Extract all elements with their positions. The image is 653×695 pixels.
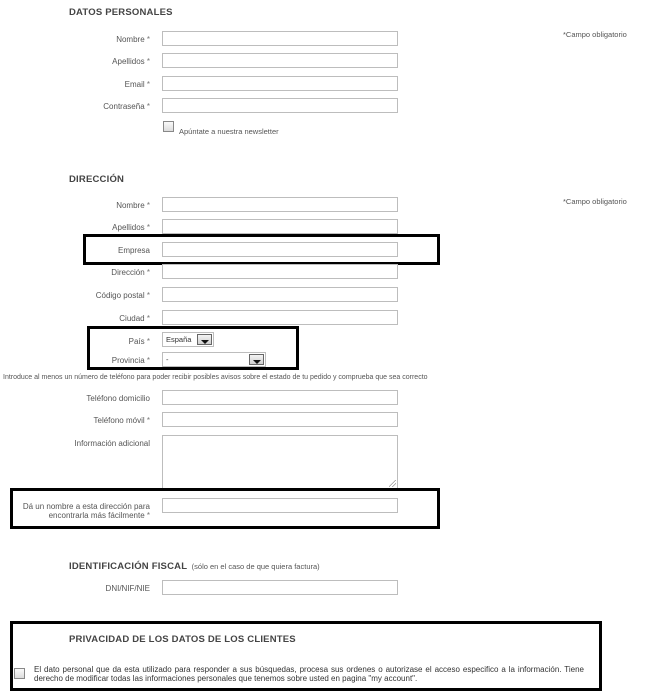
address-section-title: DIRECCIÓN (69, 174, 125, 185)
personal-section-title: DATOS PERSONALES (69, 7, 173, 18)
addr-nombre-input[interactable] (162, 197, 398, 212)
fiscal-subtitle: (sólo en el caso de que quiera factura) (191, 562, 320, 571)
label-info-adicional: Información adicional (74, 439, 150, 448)
required-mark: * (146, 35, 150, 44)
info-adicional-textarea[interactable] (162, 435, 398, 489)
required-mark: * (146, 80, 150, 89)
password-input[interactable] (162, 98, 398, 113)
pais-select-value: España (166, 335, 192, 344)
chevron-down-icon[interactable] (197, 334, 212, 345)
required-mark: * (146, 337, 150, 346)
label-alias (10, 502, 150, 520)
privacy-checkbox[interactable] (14, 668, 25, 679)
resize-grip-icon[interactable] (389, 480, 396, 487)
label-pais (10, 337, 150, 346)
chevron-down-icon[interactable] (249, 354, 264, 365)
label-text: Teléfono móvil (93, 416, 145, 425)
tel-domicilio-input[interactable] (162, 390, 398, 405)
required-mark: * (146, 314, 150, 323)
required-mark: * (146, 102, 150, 111)
privacy-text: El dato personal que da esta utilizado para responder a sus búsquedas, procesa sus ordenes o autorizase el acceso especifico a la información. Tiene derecho de modificar todas las informaciones personales que tenemos sobre usted en pagina "my account". (34, 665, 584, 683)
dni-input[interactable] (162, 580, 398, 595)
alias-input[interactable] (162, 498, 398, 513)
label-provincia (10, 356, 150, 365)
label-password (10, 102, 150, 111)
pais-select[interactable] (162, 332, 214, 347)
label-text: Código postal (95, 291, 145, 300)
privacy-title: PRIVACIDAD DE LOS DATOS DE LOS CLIENTES (69, 634, 296, 645)
label-direccion (10, 268, 150, 277)
label-text: Contraseña (103, 102, 145, 111)
label-tel-movil (10, 416, 150, 425)
required-note: *Campo obligatorio (563, 197, 627, 206)
label-nombre (10, 35, 150, 44)
required-mark: * (146, 223, 150, 232)
label-empresa: Empresa (117, 246, 150, 255)
newsletter-checkbox[interactable] (163, 121, 174, 132)
tel-movil-input[interactable] (162, 412, 398, 427)
newsletter-label: Apúntate a nuestra newsletter (179, 127, 279, 136)
required-note: *Campo obligatorio (563, 30, 627, 39)
required-mark: * (146, 57, 150, 66)
required-mark: * (146, 291, 150, 300)
postal-input[interactable] (162, 287, 398, 302)
label-postal (10, 291, 150, 300)
required-mark: * (146, 511, 150, 520)
label-text: Dirección (111, 268, 145, 277)
empresa-input[interactable] (162, 242, 398, 257)
required-mark: * (146, 201, 150, 210)
provincia-select-value: - (166, 355, 169, 364)
fiscal-section-title: IDENTIFICACIÓN FISCAL (69, 561, 188, 572)
apellidos-input[interactable] (162, 53, 398, 68)
label-apellidos (10, 57, 150, 66)
required-mark: * (146, 268, 150, 277)
nombre-input[interactable] (162, 31, 398, 46)
direccion-input[interactable] (162, 264, 398, 279)
phone-notice: Introduce al menos un número de teléfono para poder recibir posibles avisos sobre el estado de tu pedido y comprueba que sea correcto (3, 374, 428, 381)
label-tel-domicilio: Teléfono domicilio (86, 394, 150, 403)
label-addr-apellidos (10, 223, 150, 232)
label-text: Provincia (111, 356, 145, 365)
label-ciudad (10, 314, 150, 323)
label-text: Apellidos (112, 223, 145, 232)
label-dni: DNI/NIF/NIE (105, 584, 150, 593)
label-addr-nombre (10, 201, 150, 210)
label-text: Nombre (116, 201, 145, 210)
label-text: Dá un nombre a esta dirección para (22, 502, 150, 511)
label-text: Ciudad (119, 314, 145, 323)
label-text: Email (124, 80, 145, 89)
required-mark: * (146, 416, 150, 425)
label-email (10, 80, 150, 89)
email-input[interactable] (162, 76, 398, 91)
provincia-select[interactable] (162, 352, 266, 367)
label-text: País (128, 337, 145, 346)
addr-apellidos-input[interactable] (162, 219, 398, 234)
fiscal-section-header (69, 556, 320, 574)
label-text: Nombre (116, 35, 145, 44)
label-text: Apellidos (112, 57, 145, 66)
ciudad-input[interactable] (162, 310, 398, 325)
required-mark: * (146, 356, 150, 365)
label-text: encontrarla más fácilmente (48, 511, 145, 520)
